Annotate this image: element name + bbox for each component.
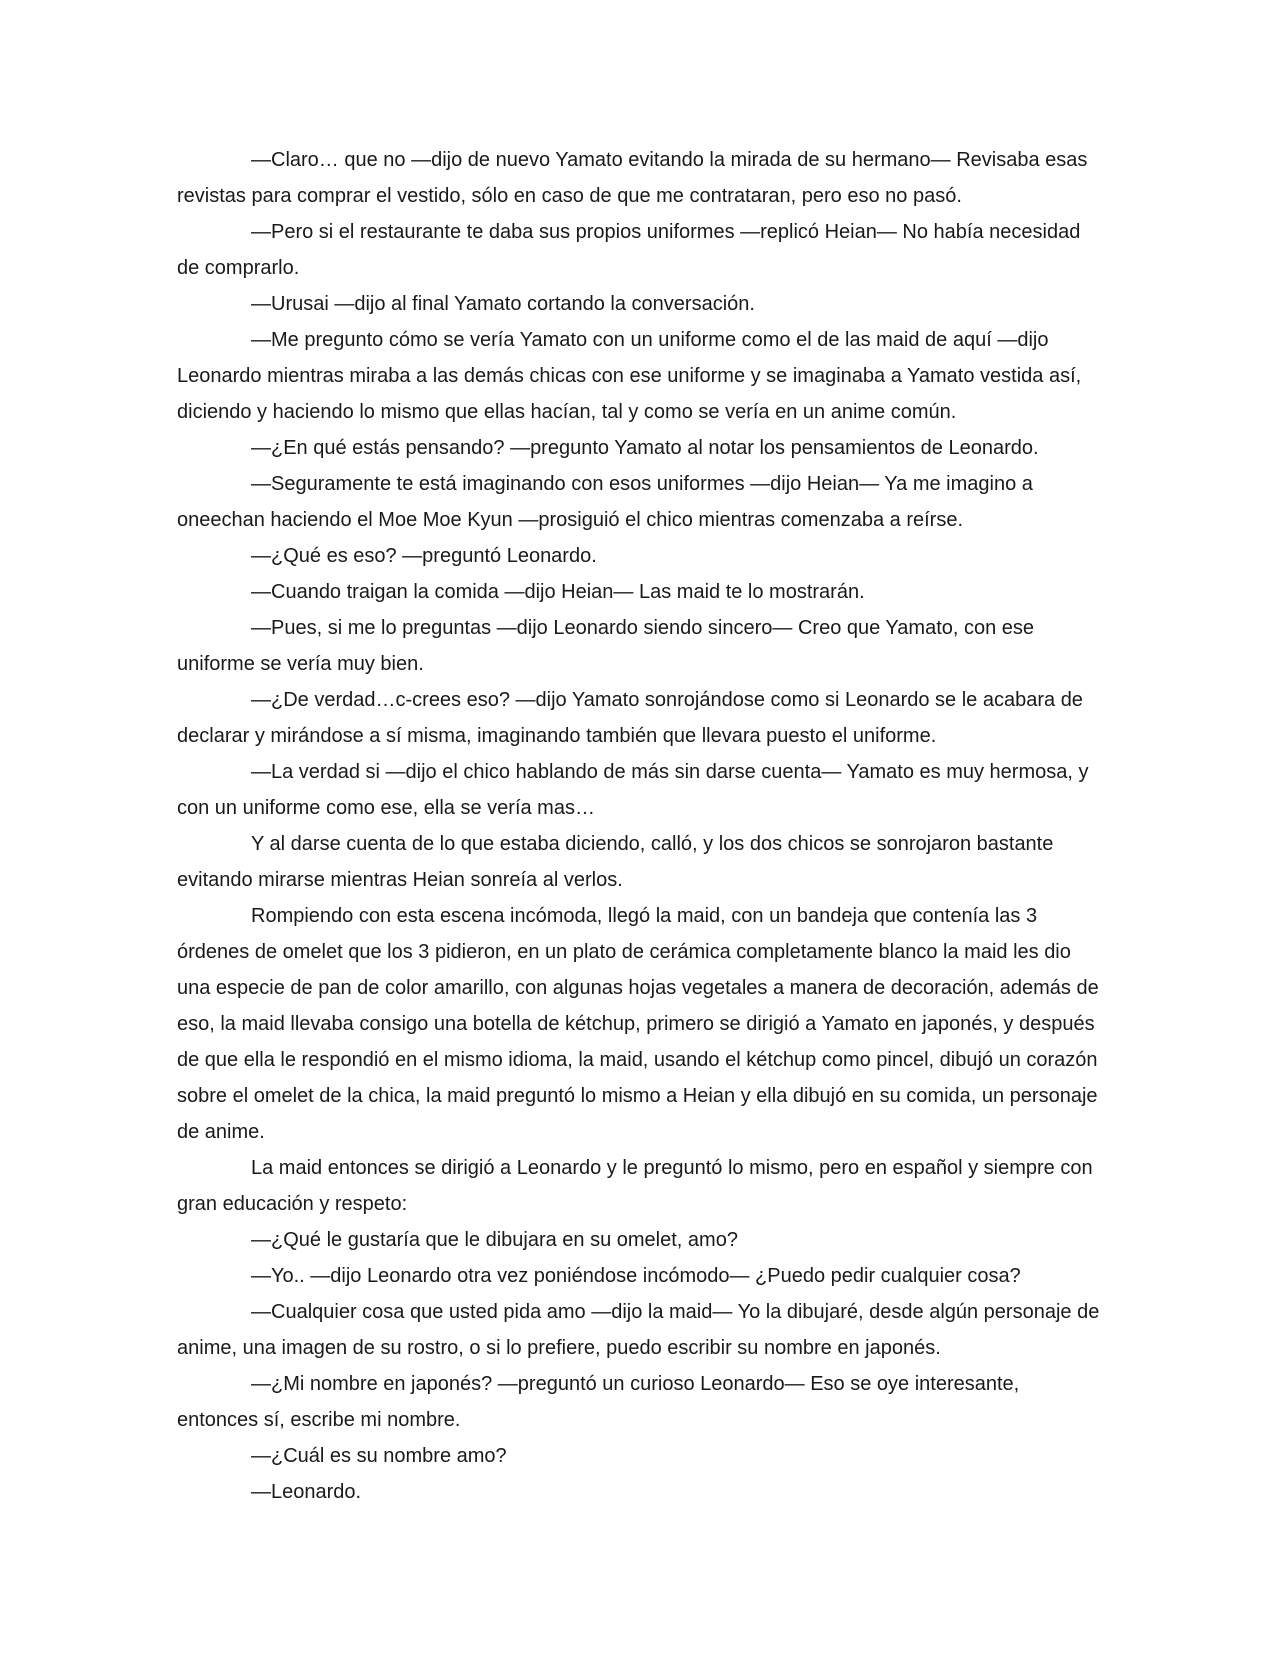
paragraph: ―Seguramente te está imaginando con esos uniformes ―dijo Heian― Ya me imagino a oneechan haciendo el Moe Moe Kyun ―prosiguió el chico mientras comenzaba a reírse. (177, 473, 1033, 531)
paragraph: La maid entonces se dirigió a Leonardo y le preguntó lo mismo, pero en español y siempre con gran educación y respeto: (177, 1157, 1093, 1215)
paragraph: ―¿Cuál es su nombre amo? (251, 1445, 507, 1467)
paragraph: ―Urusai ―dijo al final Yamato cortando la conversación. (251, 293, 755, 315)
paragraph: ―¿En qué estás pensando? ―pregunto Yamato al notar los pensamientos de Leonardo. (251, 437, 1039, 459)
paragraph: ―Cuando traigan la comida ―dijo Heian― Las maid te lo mostrarán. (251, 581, 865, 603)
paragraph: ―Leonardo. (251, 1481, 362, 1503)
document-page (177, 142, 1103, 1510)
paragraph: ―¿De verdad…c-crees eso? ―dijo Yamato sonrojándose como si Leonardo se le acabara de declarar y mirándose a sí misma, imaginando también que llevara puesto el uniforme. (177, 689, 1083, 747)
paragraph: Y al darse cuenta de lo que estaba diciendo, calló, y los dos chicos se sonrojaron bastante evitando mirarse mientras Heian sonreía al verlos. (177, 833, 1054, 891)
paragraph: ―Claro… que no ―dijo de nuevo Yamato evitando la mirada de su hermano― Revisaba esas revistas para comprar el vestido, sólo en caso de que me contrataran, pero eso no pasó. (177, 149, 1088, 207)
paragraph: ―¿Mi nombre en japonés? ―preguntó un curioso Leonardo― Eso se oye interesante, entonces sí, escribe mi nombre. (177, 1373, 1020, 1431)
paragraph: ―Pues, si me lo preguntas ―dijo Leonardo siendo sincero― Creo que Yamato, con ese uniforme se vería muy bien. (177, 617, 1035, 675)
paragraph: ―¿Qué es eso? ―preguntó Leonardo. (251, 545, 597, 567)
paragraph: ―La verdad si ―dijo el chico hablando de más sin darse cuenta― Yamato es muy hermosa, y con un uniforme como ese, ella se vería mas… (177, 761, 1089, 819)
paragraph: ―Yo.. ―dijo Leonardo otra vez poniéndose incómodo― ¿Puedo pedir cualquier cosa? (251, 1265, 1021, 1287)
paragraph: ―Pero si el restaurante te daba sus propios uniformes ―replicó Heian― No había necesidad de comprarlo. (177, 221, 1081, 279)
paragraph: Rompiendo con esta escena incómoda, llegó la maid, con un bandeja que contenía las 3 órdenes de omelet que los 3 pidieron, en un plato de cerámica completamente blanco la maid les dio una especie de pan de color amarillo, con algunas hojas vegetales a manera de decoración, además de eso, la maid llevaba consigo una botella de kétchup, primero se dirigió a Yamato en japonés, y después de que ella le respondió en el mismo idioma, la maid, usando el kétchup como pincel, dibujó un corazón sobre el omelet de la chica, la maid preguntó lo mismo a Heian y ella dibujó en su comida, un personaje de anime. (177, 905, 1099, 1143)
paragraph: ―Me pregunto cómo se vería Yamato con un uniforme como el de las maid de aquí ―dijo Leonardo mientras miraba a las demás chicas con ese uniforme y se imaginaba a Yamato vestida así, diciendo y haciendo lo mismo que ellas hacían, tal y como se vería en un anime común. (177, 329, 1082, 423)
paragraph: ―¿Qué le gustaría que le dibujara en su omelet, amo? (251, 1229, 738, 1251)
paragraph: ―Cualquier cosa que usted pida amo ―dijo la maid― Yo la dibujaré, desde algún personaje de anime, una imagen de su rostro, o si lo prefiere, puedo escribir su nombre en japonés. (177, 1301, 1100, 1359)
